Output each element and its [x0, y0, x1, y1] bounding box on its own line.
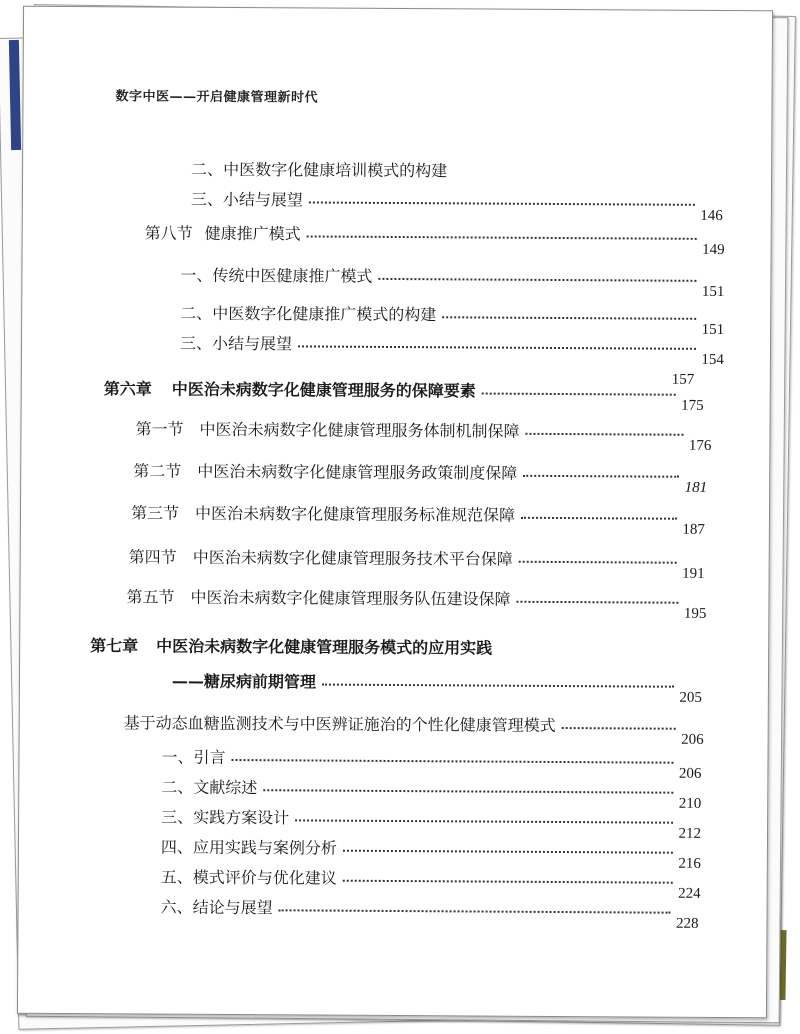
page-number: 157	[671, 371, 695, 388]
entry-number: 一、	[161, 747, 194, 767]
leader-dots	[309, 201, 694, 205]
toc-entry	[160, 832, 701, 872]
leader-dots	[521, 517, 676, 520]
page-number: 205	[679, 689, 702, 706]
page-number: 181	[684, 479, 708, 496]
chapter-heading	[103, 373, 704, 414]
entry-title: 引言	[193, 747, 226, 767]
toc-entry	[130, 497, 705, 538]
page-number: 151	[701, 321, 725, 339]
entry-title: 小结与展望	[211, 333, 293, 354]
toc-entry	[179, 328, 724, 369]
page-number: 224	[678, 885, 701, 902]
leader-dots	[263, 789, 672, 794]
entry-title: 结论与展望	[192, 897, 273, 918]
entry-title: 中医治未病数字化健康管理服务政策制度保障	[197, 461, 518, 483]
page-number: 176	[688, 437, 712, 454]
entry-title: 应用实践与案例分析	[192, 837, 338, 858]
toc-entry	[160, 862, 701, 902]
leader-dots	[442, 316, 695, 320]
leader-dots	[343, 850, 672, 854]
entry-title: 中医治未病数字化健康管理服务体制机制保障	[199, 419, 520, 441]
leader-dots	[378, 278, 695, 282]
section-number: 第二节	[133, 461, 182, 481]
toc-entry	[135, 413, 712, 454]
entry-number: 二、	[191, 159, 224, 179]
leader-dots	[295, 819, 672, 823]
page-number: 206	[681, 731, 704, 748]
page-number: 146	[700, 207, 723, 224]
toc-entry	[144, 217, 725, 259]
page-number: 175	[681, 397, 704, 414]
entry-number: 二、	[161, 777, 194, 797]
section-number: 第四节	[128, 547, 177, 567]
page-number: 187	[682, 521, 705, 538]
entry-number: 三、	[161, 807, 194, 827]
toc-entry	[161, 802, 702, 842]
toc-entry	[160, 892, 699, 932]
section-number: 第一节	[135, 419, 184, 439]
chapter-title: 中医治未病数字化健康管理服务的保障要素	[171, 379, 476, 401]
page-number: 195	[683, 605, 707, 622]
toc-entry	[126, 581, 707, 622]
page-number: 210	[678, 795, 702, 812]
chapter-subtitle-row	[171, 666, 702, 706]
entry-title: 健康推广模式	[204, 223, 301, 244]
leader-dots	[482, 393, 675, 396]
entry-title: 传统中医健康推广模式	[212, 265, 373, 286]
entry-number: 六、	[160, 897, 193, 917]
chapter-title: 中医治未病数字化健康管理服务模式的应用实践	[156, 636, 493, 658]
leader-dots	[307, 235, 696, 239]
entry-number: 四、	[160, 837, 194, 857]
leader-dots	[343, 880, 672, 884]
section-number: 第三节	[130, 503, 180, 523]
entry-title: 中医数字化健康推广模式的构建	[212, 303, 437, 325]
toc-page	[17, 6, 773, 1019]
page-number: 151	[701, 283, 725, 301]
page-number-row	[671, 351, 732, 388]
entry-number: 二、	[180, 303, 213, 323]
page-number: 216	[678, 855, 701, 872]
entry-title: 文献综述	[193, 777, 258, 798]
entry-number: 五、	[160, 867, 193, 887]
chapter-number: 第六章	[103, 379, 152, 399]
toc-entry	[128, 541, 705, 582]
toc-entry	[190, 184, 723, 224]
leader-dots	[516, 601, 677, 604]
page-number: 212	[678, 825, 702, 842]
leader-dots	[232, 759, 673, 764]
toc-entry	[191, 154, 721, 183]
leader-dots	[279, 909, 670, 913]
entry-title: 中医治未病数字化健康管理服务标准规范保障	[194, 503, 516, 525]
entry-title: 中医治未病数字化健康管理服务队伍建设保障	[190, 587, 511, 609]
entry-number: 三、	[179, 333, 213, 353]
page-number: 206	[678, 765, 702, 782]
chapter-heading	[90, 633, 492, 658]
page-number: 228	[675, 915, 699, 932]
toc-entry	[133, 455, 708, 496]
leader-dots	[523, 475, 678, 478]
entry-number: 三、	[190, 189, 223, 209]
chapter-subtitle: ——糖尿病前期管理	[171, 671, 317, 692]
chapter-number: 第七章	[90, 636, 139, 656]
page-number: 154	[701, 351, 724, 369]
leader-dots	[562, 727, 675, 730]
running-header: 数字中医——开启健康管理新时代	[115, 89, 319, 106]
section-number: 第五节	[126, 587, 175, 607]
entry-title: 中医治未病数字化健康管理服务技术平台保障	[192, 547, 513, 569]
toc-entry	[180, 260, 725, 301]
entry-number: 一、	[180, 265, 213, 285]
leader-dots	[298, 345, 695, 349]
page-number: 149	[702, 241, 725, 259]
toc-entry	[161, 742, 702, 782]
toc-entry	[123, 707, 704, 748]
entry-title: 中医数字化健康培训模式的构建	[223, 159, 448, 181]
toc-entry	[180, 298, 725, 339]
section-number: 第八节	[144, 223, 193, 243]
leader-dots	[526, 433, 683, 436]
entry-title: 小结与展望	[222, 189, 303, 210]
leader-dots	[322, 684, 673, 688]
entry-title: 基于动态血糖监测技术与中医辨证施治的个性化健康管理模式	[123, 713, 556, 735]
toc-entry	[161, 772, 702, 812]
entry-title: 实践方案设计	[193, 807, 290, 828]
leader-dots	[519, 561, 676, 564]
page-number: 191	[682, 565, 705, 582]
entry-title: 模式评价与优化建议	[192, 867, 337, 888]
